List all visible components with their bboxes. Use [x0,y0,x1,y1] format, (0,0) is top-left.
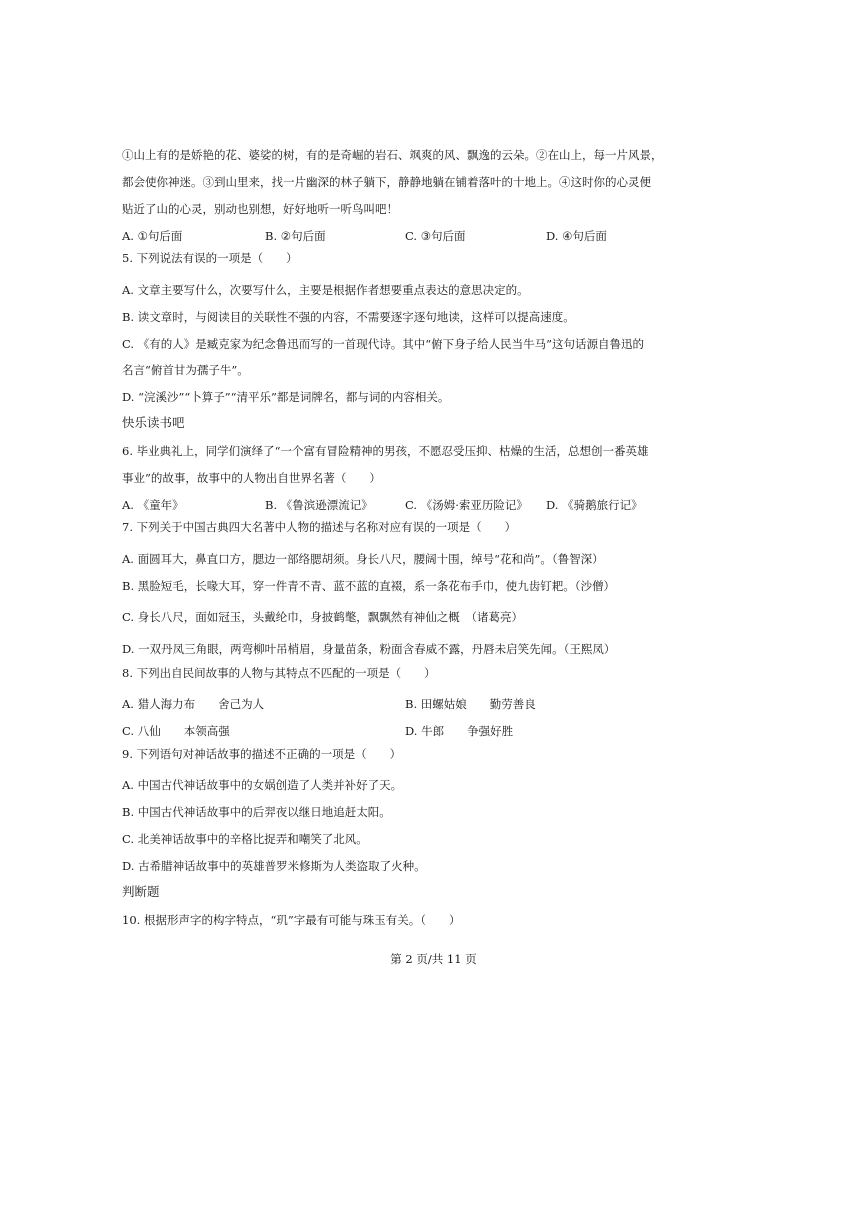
question-7-option-a: A. 面圆耳大，鼻直口方，腮边一部络腮胡须。身长八尺，腰阔十围，绰号“花和尚”。（鲁智深） [122,552,604,566]
passage-line: ①山上有的是娇艳的花、婆娑的树，有的是奇崛的岩石、飒爽的风、飘逸的云朵。②在山上，每一片风景， [122,148,663,162]
option-c: C. 《汤姆·索亚历险记》 [405,498,528,512]
question-9-option-c: C. 北美神话故事中的辛格比捉弄和嘲笑了北风。 [122,832,368,846]
section-heading-judgement: 判断题 [122,884,160,899]
question-7-option-c: C. 身长八尺，面如冠玉，头戴纶巾，身披鹤氅，飘飘然有神仙之概 （诸葛亮） [122,610,523,624]
question-10-stem: 10. 根据形声字的构字特点，“玑”字最有可能与珠玉有关。（ ） [122,913,461,927]
option-a: A. 《童年》 [122,498,184,512]
question-9-stem: 9. 下列语句对神话故事的描述不正确的一项是（ ） [122,747,402,761]
option-d: D. 牛郎 争强好胜 [405,724,514,738]
option-b: B. ②句后面 [265,229,326,243]
question-6-stem: 6. 毕业典礼上，同学们演绎了“一个富有冒险精神的男孩，不愿忍受压抑、枯燥的生活，总想创一番英雄 [122,444,649,458]
question-5-option-d: D. “浣溪沙”“卜算子”“清平乐”都是词牌名，都与词的内容相关。 [122,390,450,404]
option-d: D. 《骑鹅旅行记》 [546,498,643,512]
question-5-option-b: B. 读文章时，与阅读目的关联性不强的内容，不需要逐字逐句地读，这样可以提高速度。 [122,310,575,324]
option-c: C. ③句后面 [405,229,466,243]
question-9-option-d: D. 古希腊神话故事中的英雄普罗米修斯为人类盗取了火种。 [122,859,426,873]
option-b: B. 《鲁滨逊漂流记》 [265,498,373,512]
passage-line: 都会使你神迷。③到山里来，找一片幽深的林子躺下，静静地躺在铺着落叶的十地上。④这时你的心灵便 [122,175,651,189]
question-5-option-a: A. 文章主要写什么，次要写什么，主要是根据作者想要重点表达的意思决定的。 [122,283,529,297]
question-7-stem: 7. 下列关于中国古典四大名著中人物的描述与名称对应有误的一项是（ ） [122,520,517,534]
question-8-stem: 8. 下列出自民间故事的人物与其特点不匹配的一项是（ ） [122,666,436,680]
question-5-option-c-cont: 名言“俯首甘为孺子牛”。 [122,363,249,377]
option-a: A. 猎人海力布 舍己为人 [122,697,265,711]
question-9-option-a: A. 中国古代神话故事中的女娲创造了人类并补好了天。 [122,778,403,792]
option-b: B. 田螺姑娘 勤劳善良 [405,697,536,711]
question-7-option-b: B. 黑脸短毛，长喙大耳，穿一件青不青、蓝不蓝的直裰，系一条花布手巾，使九齿钉耙。（沙僧） [122,579,616,593]
question-9-option-b: B. 中国古代神话故事中的后羿夜以继日地追赶太阳。 [122,805,391,819]
question-7-option-d: D. 一双丹凤三角眼，两弯柳叶吊梢眉，身量苗条，粉面含春威不露，丹唇未启笑先闻。（王熙凤） [122,642,616,656]
section-heading-reading: 快乐读书吧 [122,415,185,430]
page-number-footer: 第 2 页/共 11 页 [390,952,477,966]
question-5-stem: 5. 下列说法有误的一项是（ ） [122,251,298,265]
passage-line: 贴近了山的心灵，别动也别想，好好地听一听鸟叫吧！ [122,202,398,216]
option-d: D. ④句后面 [546,229,607,243]
option-c: C. 八仙 本领高强 [122,724,230,738]
question-5-option-c: C. 《有的人》是臧克家为纪念鲁迅而写的一首现代诗。其中“俯下身子给人民当牛马”这句话源自鲁迅的 [122,337,644,351]
question-6-stem-cont: 事业”的故事，故事中的人物出自世界名著（ ） [122,471,381,485]
option-a: A. ①句后面 [122,229,183,243]
